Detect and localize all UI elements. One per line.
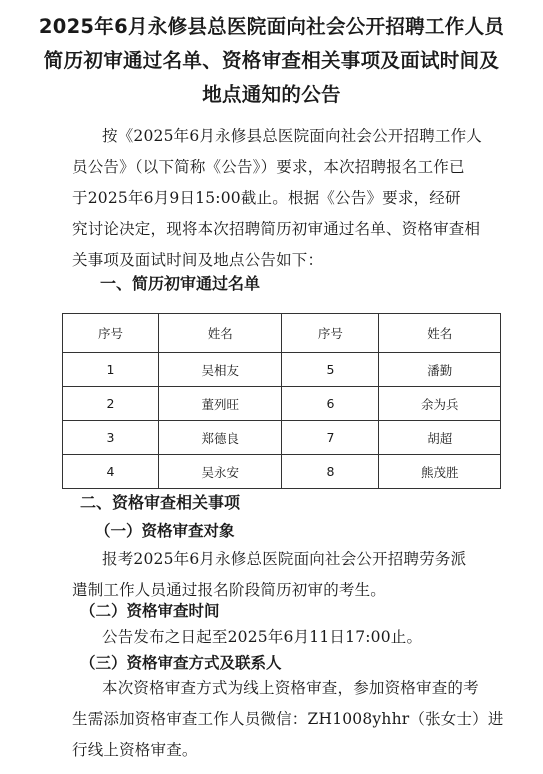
table-cell: 吴相友 xyxy=(158,353,282,387)
table-cell: 郑德良 xyxy=(158,421,282,455)
table-cell: 熊茂胜 xyxy=(379,455,501,489)
table-row xyxy=(63,455,501,489)
subsection-1-heading: （一）资格审查对象 xyxy=(95,522,235,540)
header-name-1: 姓名 xyxy=(158,314,282,353)
table-row xyxy=(63,353,501,387)
table-cell: 7 xyxy=(282,421,379,455)
header-name-2: 姓名 xyxy=(379,314,501,353)
section-1-heading: 一、简历初审通过名单 xyxy=(100,274,261,293)
table-header-row xyxy=(63,314,501,353)
table-cell: 余为兵 xyxy=(379,387,501,421)
document-title xyxy=(20,10,523,112)
table-cell: 4 xyxy=(63,455,159,489)
intro-paragraph xyxy=(72,121,527,276)
intro-line-1: 按《2025年6月永修县总医院面向社会公开招聘工作人 xyxy=(102,127,483,145)
table-row xyxy=(63,421,501,455)
header-index-2: 序号 xyxy=(282,314,379,353)
table-row xyxy=(63,387,501,421)
passed-candidates-table xyxy=(62,313,501,489)
intro-line-3: 于2025年6月9日15:00截止。根据《公告》要求，经研 xyxy=(72,189,461,207)
subsection-2-heading: （二）资格审查时间 xyxy=(80,602,220,620)
section-2-heading: 二、资格审查相关事项 xyxy=(80,493,241,512)
sub3-line-1: 本次资格审查方式为线上资格审查，参加资格审查的考 xyxy=(102,679,479,697)
sub2-line-1: 公告发布之日起至2025年6月11日17:00止。 xyxy=(102,628,423,646)
table-cell: 6 xyxy=(282,387,379,421)
table-cell: 1 xyxy=(63,353,159,387)
subsection-3-body xyxy=(72,673,527,766)
table-cell: 董列旺 xyxy=(158,387,282,421)
sub1-line-1: 报考2025年6月永修总医院面向社会公开招聘劳务派 xyxy=(102,550,467,568)
sub3-line-3: 行线上资格审查。 xyxy=(72,741,198,759)
table-cell: 吴永安 xyxy=(158,455,282,489)
table-cell: 潘勤 xyxy=(379,353,501,387)
table-cell: 2 xyxy=(63,387,159,421)
table-cell: 胡超 xyxy=(379,421,501,455)
sub1-line-2: 遣制工作人员通过报名阶段简历初审的考生。 xyxy=(72,581,387,599)
table-cell: 8 xyxy=(282,455,379,489)
intro-line-5: 关事项及面试时间及地点公告如下： xyxy=(72,251,324,269)
subsection-3-heading: （三）资格审查方式及联系人 xyxy=(80,654,282,672)
title-line-2: 简历初审通过名单、资格审查相关事项及面试时间及 xyxy=(43,49,500,72)
table-cell: 3 xyxy=(63,421,159,455)
title-line-1: 2025年6月永修县总医院面向社会公开招聘工作人员 xyxy=(38,15,505,38)
header-index-1: 序号 xyxy=(63,314,159,353)
table-cell: 5 xyxy=(282,353,379,387)
sub3-line-2: 生需添加资格审查工作人员微信：ZH1008yhhr（张女士）进 xyxy=(72,710,504,728)
title-line-3: 地点通知的公告 xyxy=(202,83,341,106)
intro-line-4: 究讨论决定，现将本次招聘简历初审通过名单、资格审查相 xyxy=(72,220,481,238)
intro-line-2: 员公告》（以下简称《公告》）要求，本次招聘报名工作已 xyxy=(72,158,465,176)
